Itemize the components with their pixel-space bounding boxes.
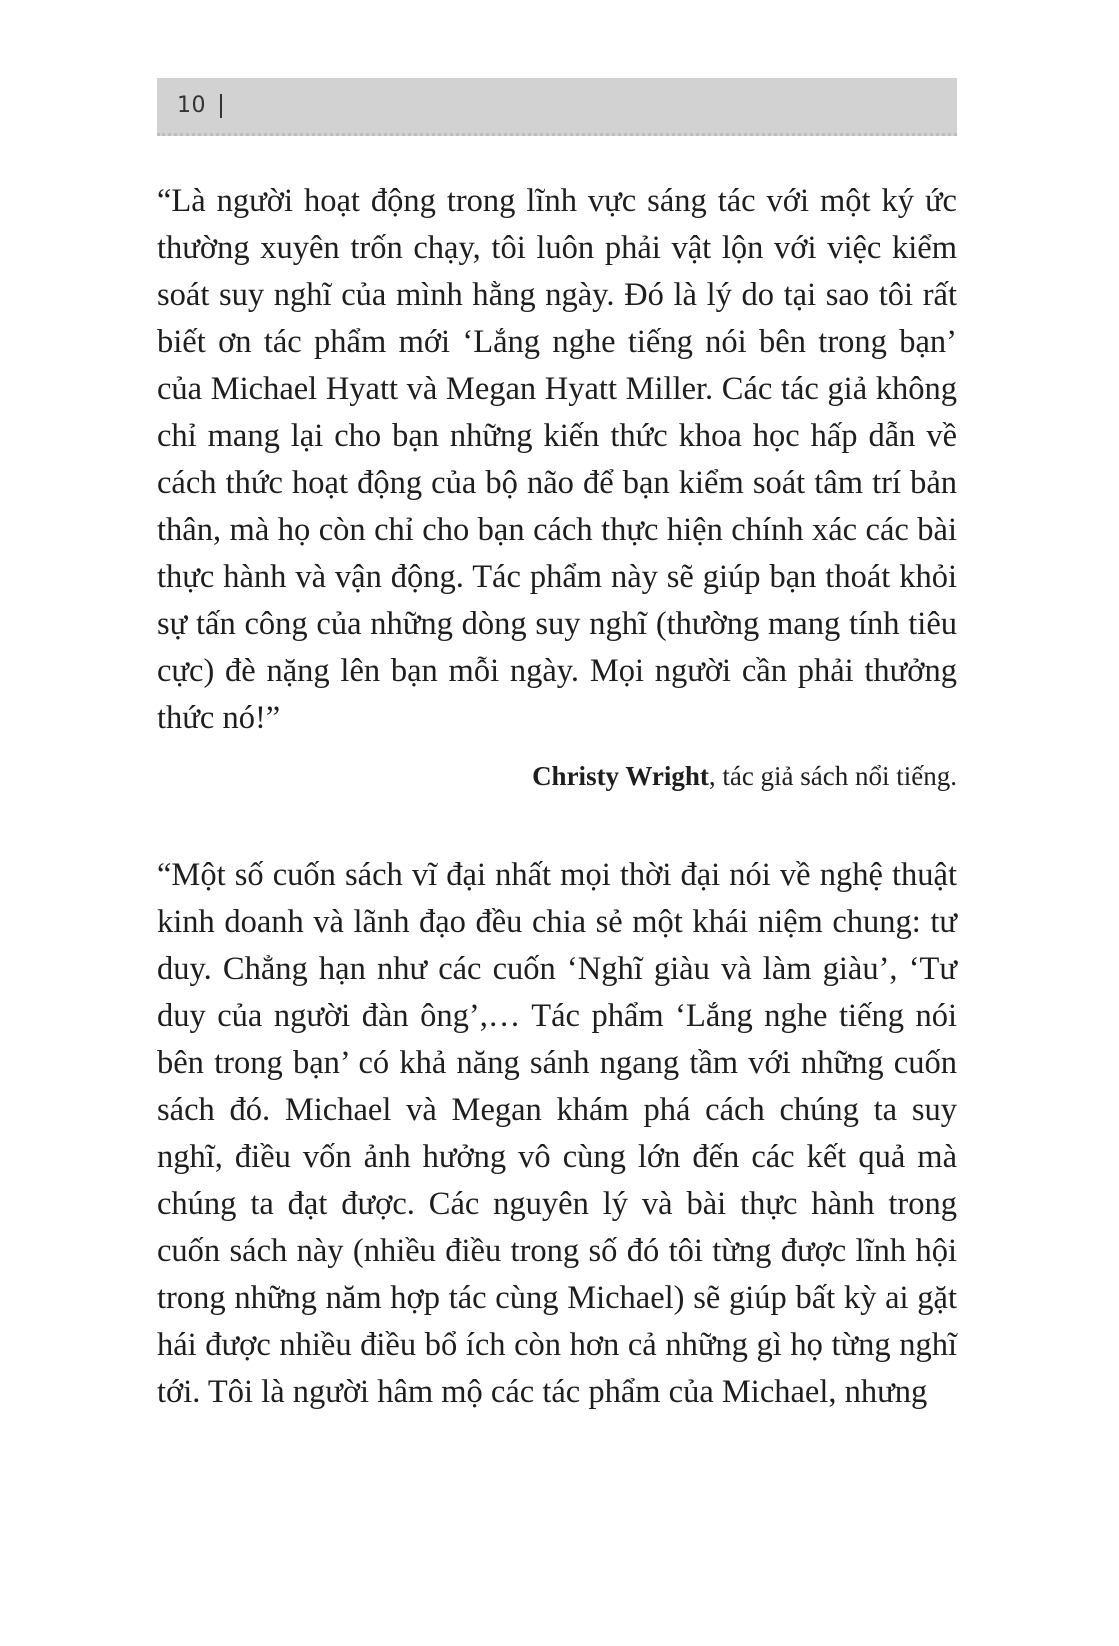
testimonial-quote bbox=[157, 852, 957, 1416]
quote-author-note: , tác giả sách nổi tiếng. bbox=[708, 761, 957, 791]
quote-attribution bbox=[157, 756, 957, 796]
quote-text: “Là người hoạt động trong lĩnh vực sáng tác với một ký ức thường xuyên trốn chạy, tôi luôn phải vật lộn với việc kiểm soát suy nghĩ của mình hằng ngày. Đó là lý do tại sao tôi rất biết ơn tác phẩm mới ‘Lắng nghe tiếng nói bên trong bạn’ của Michael Hyatt và Megan Hyatt Miller. Các tác giả không chỉ mang lại cho bạn những kiến thức khoa học hấp dẫn về cách thức hoạt động của bộ não để bạn kiểm soát tâm trí bản thân, mà họ còn chỉ cho bạn cách thực hiện chính xác các bài thực hành và vận động. Tác phẩm này sẽ giúp bạn thoát khỏi sự tấn công của những dòng suy nghĩ (thường mang tính tiêu cực) đè nặng lên bạn mỗi ngày. Mọi người cần phải thưởng thức nó!” bbox=[157, 183, 957, 736]
testimonial-quote bbox=[157, 178, 957, 796]
page-header bbox=[157, 78, 957, 136]
quote-author: Christy Wright bbox=[532, 761, 709, 791]
page-number: 10 bbox=[177, 93, 206, 118]
page-content bbox=[157, 178, 957, 1416]
header-separator bbox=[220, 94, 222, 118]
quote-text: “Một số cuốn sách vĩ đại nhất mọi thời đại nói về nghệ thuật kinh doanh và lãnh đạo đều chia sẻ một khái niệm chung: tư duy. Chẳng hạn như các cuốn ‘Nghĩ giàu và làm giàu’, ‘Tư duy của người đàn ông’,… Tác phẩm ‘Lắng nghe tiếng nói bên trong bạn’ có khả năng sánh ngang tầm với những cuốn sách đó. Michael và Megan khám phá cách chúng ta suy nghĩ, điều vốn ảnh hưởng vô cùng lớn đến các kết quả mà chúng ta đạt được. Các nguyên lý và bài thực hành trong cuốn sách này (nhiều điều trong số đó tôi từng được lĩnh hội trong những năm hợp tác cùng Michael) sẽ giúp bất kỳ ai gặt hái được nhiều điều bổ ích còn hơn cả những gì họ từng nghĩ tới. Tôi là người hâm mộ các tác phẩm của Michael, nhưng bbox=[157, 857, 957, 1410]
